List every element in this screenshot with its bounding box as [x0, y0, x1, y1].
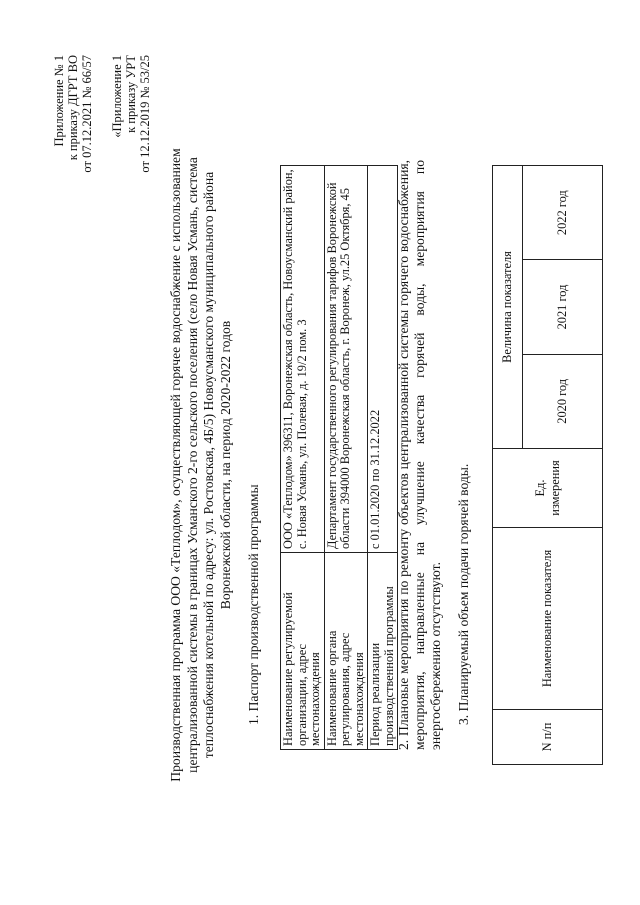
section2-paragraph: 2. Плановые мероприятия по ремонту объектов централизованной системы горячего водоснабжения, мероприятия, направленные на улучшение качества горячей воды, мероприятия по энергосбережению отсутствуют. [396, 160, 443, 750]
prior-appendix-line: к приказу УРТ [124, 55, 138, 133]
appendix-line: к приказу ДГРТ ВО [66, 55, 80, 161]
passport-value: Департамент государственного регулирования тарифов Воронежской области 394000 Воронежская область, г. Воронеж, ул.25 Октября, 45 [324, 166, 368, 553]
column-header-num: N п/п [493, 710, 603, 765]
table-row [281, 166, 325, 750]
appendix-block [52, 55, 94, 173]
passport-label: Наименование органа регулирования, адрес местонахождения [324, 553, 368, 750]
column-header-unit: Ед. измерения [493, 449, 603, 528]
table-row [324, 166, 368, 750]
title-line: Производственная программа ООО «Теплодом», осуществляющей горячее водоснабжение с использованием [168, 148, 183, 782]
column-header-value-group: Величина показателя [493, 166, 523, 449]
supply-volume-table [492, 165, 603, 765]
section1-heading: 1. Паспорт производственной программы [246, 484, 261, 725]
passport-value: ООО «Теплодом» 396311, Воронежская область, Новоусманский район, с. Новая Усмань, ул. Полевая, д. 19/2 пом. 3 [281, 166, 325, 553]
column-header-year: 2020 год [523, 354, 603, 448]
passport-label: Период реализации производственной программы [368, 553, 398, 750]
column-header-year: 2022 год [523, 166, 603, 260]
appendix-line: от 07.12.2021 № 66/57 [80, 55, 94, 173]
passport-value: с 01.01.2020 по 31.12.2022 [368, 166, 398, 553]
appendix-line: Приложение № 1 [52, 55, 66, 147]
section3-heading: 3. Планируемый объем подачи горячей воды. [456, 463, 471, 725]
program-title [168, 145, 234, 785]
column-header-name: Наименование показателя [493, 528, 603, 710]
prior-appendix-line: от 12.12.2019 № 53/25 [138, 55, 152, 173]
title-line: теплоснабжения котельной по адресу: ул. Ростовская, 4Б/5) Новоусманского муниципального района [201, 171, 216, 759]
passport-label: Наименование регулируемой организации, адрес местонахождения [281, 553, 325, 750]
prior-appendix-block [110, 55, 152, 173]
table-row [368, 166, 398, 750]
column-header-year: 2021 год [523, 260, 603, 354]
title-line: централизованной системы в границах Усманского 2-го сельского поселения (село Новая Усмань, система [184, 157, 200, 773]
prior-appendix-line: «Приложение 1 [110, 55, 124, 138]
passport-table [280, 165, 398, 750]
title-line: Воронежской области, на период 2020-2022 годов [217, 320, 233, 610]
table-header-row [493, 166, 523, 765]
